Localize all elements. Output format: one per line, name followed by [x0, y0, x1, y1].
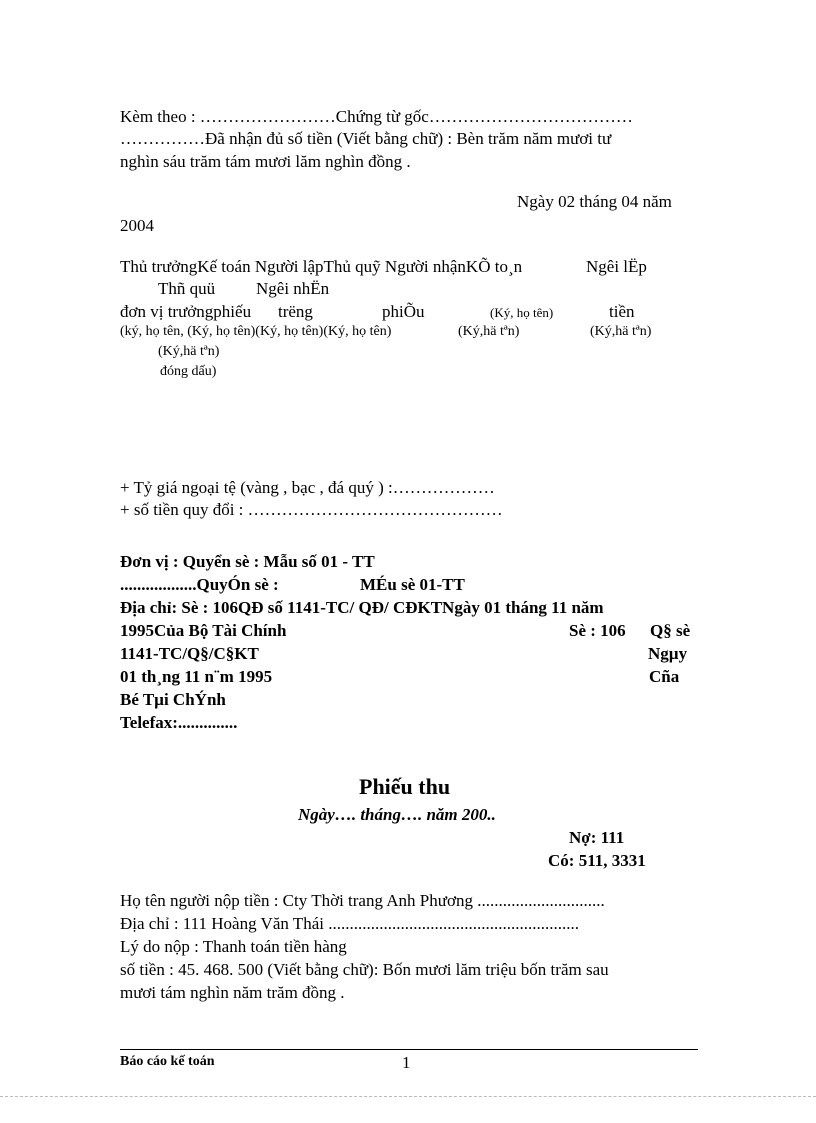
- date-label: Ngµy: [648, 644, 688, 663]
- signature-hint-creator: (Ký,hä tªn): [458, 324, 520, 339]
- amount-received-continued: nghìn sáu trăm tám mươi lăm nghìn đồng .: [120, 152, 411, 171]
- ministry-line: 1995Của Bộ Tài Chính: [120, 621, 287, 640]
- amount-in-words-continued: mươi tám nghìn năm trăm đồng .: [120, 983, 345, 1002]
- signature-sign-name-hint: (Ký, họ tên): [490, 305, 554, 320]
- ministry-name-line: Bé Tµi ChÝnh: [120, 690, 226, 709]
- page-number: 1: [402, 1053, 411, 1072]
- address-decision-line: Địa chỉ: Sè : 106QĐ số 1141-TC/ QĐ/ CĐKTNgày 01 tháng 11 năm: [120, 598, 604, 617]
- exchange-rate-line: + Tỷ giá ngoại tệ (vàng , bạc , đá quý ) :………………: [120, 478, 495, 497]
- of-label: Cña: [649, 667, 680, 686]
- credit-account: Có: 511, 3331: [548, 851, 646, 870]
- page-break-line: [0, 1096, 816, 1097]
- serial-number: Sè : 106: [569, 621, 626, 640]
- date-year: 2004: [120, 216, 154, 235]
- signature-hints-row: (ký, họ tên, (Ký, họ tên)(Ký, họ tên)(Ký, họ tên): [120, 324, 392, 339]
- book-number-line: ..................QuyÓn sè :: [120, 575, 279, 594]
- date-line: Ngày 02 tháng 04 năm: [517, 192, 672, 211]
- address-line: Địa chỉ : 111 Hoàng Văn Thái ...........................................................: [120, 914, 579, 933]
- signature-titles-row: Thủ trưởngKế toán Người lậpThủ quỹ Người nhậnKÕ to¸n: [120, 257, 523, 276]
- signature-title-cashier: Thñ quü: [158, 279, 216, 298]
- signature-hint-cashier: (Ký,hä tªn): [158, 344, 220, 359]
- converted-amount-line: + số tiền quy đổi : ………………………………………: [120, 500, 503, 519]
- debit-account: Nợ: 111: [569, 828, 625, 847]
- amount-line: số tiền : 45. 468. 500 (Viết bằng chữ): Bốn mươi lăm triệu bốn trăm sau: [120, 960, 609, 979]
- signature-subtitle-unit-head: đơn vị trưởngphiếu: [120, 302, 252, 321]
- signature-title-receiver: Ngêi nhËn: [256, 279, 330, 298]
- footer-label: Báo cáo kế toán: [120, 1054, 215, 1069]
- decision-label: Q§ sè: [650, 621, 691, 640]
- attachments-line: Kèm theo : ……………………Chứng từ gốc………………………………: [120, 107, 633, 126]
- payer-name-line: Họ tên người nộp tiền : Cty Thời trang Anh Phương ..............................: [120, 891, 605, 910]
- signature-subtitle-money: tiền: [609, 302, 635, 321]
- amount-received-line: ……………Đã nhận đủ số tiền (Viết bằng chữ) : Bèn trăm năm mươi tư: [120, 129, 612, 148]
- decision-date-line: 01 th¸ng 11 n¨m 1995: [120, 667, 273, 686]
- decision-code-line: 1141-TC/Q§/C§KT: [120, 644, 259, 663]
- receipt-title: Phiếu thu: [359, 774, 451, 799]
- footer-divider: [120, 1049, 698, 1050]
- unit-header-line: Đơn vị : Quyển sè : Mẫu số 01 - TT: [120, 552, 375, 571]
- signature-hint-money: (Ký,hä tªn): [590, 324, 652, 339]
- form-number: MÉu sè 01-TT: [360, 575, 465, 594]
- signature-subtitle-chief: trëng: [278, 302, 313, 321]
- telefax-line: Telefax:..............: [120, 713, 238, 732]
- signature-subtitle-voucher: phiÕu: [382, 302, 425, 321]
- reason-line: Lý do nộp : Thanh toán tiền hàng: [120, 937, 347, 956]
- receipt-date: Ngày…. tháng…. năm 200..: [298, 805, 496, 824]
- signature-title-creator: Ngêi lËp: [586, 257, 647, 276]
- signature-hint-seal: đóng dấu): [160, 364, 217, 379]
